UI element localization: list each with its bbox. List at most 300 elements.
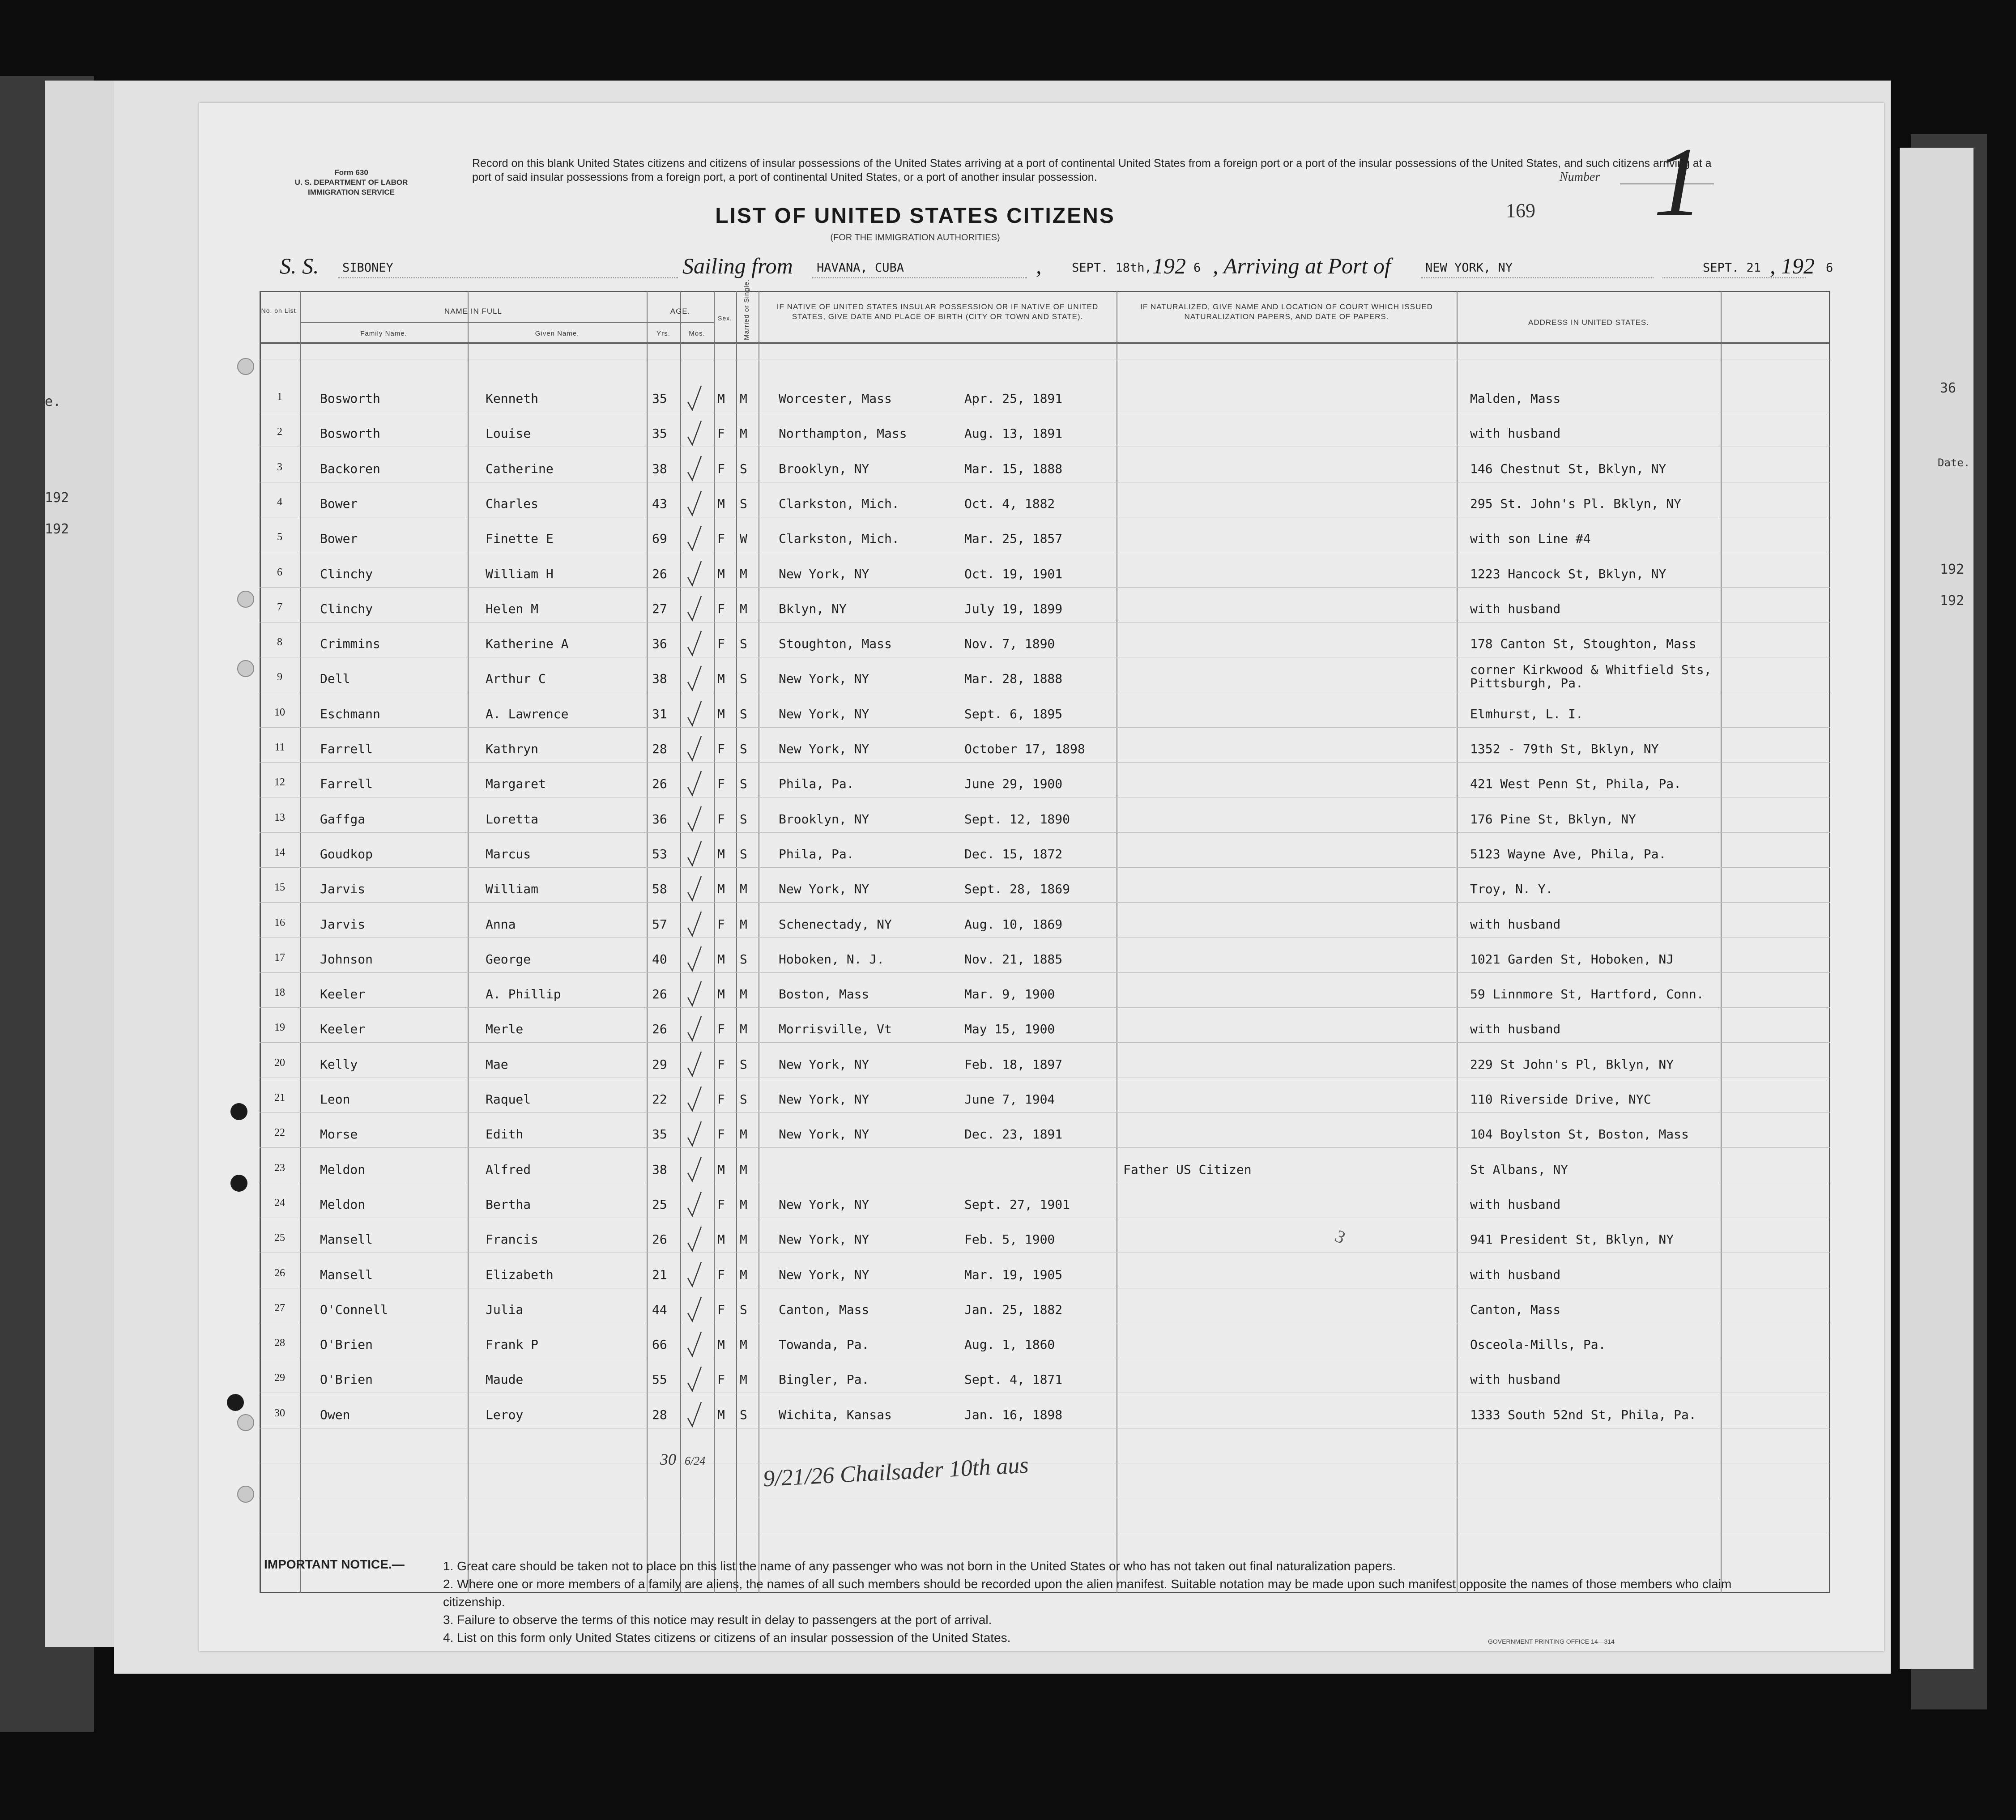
header-age: AGE. — [670, 307, 690, 315]
cell-date: June 29, 1900 — [964, 776, 1063, 791]
cell-no: 16 — [274, 917, 285, 929]
cell-no: 28 — [274, 1337, 285, 1349]
cell-family: Farrell — [320, 776, 373, 791]
row-rule — [260, 902, 1830, 903]
cell-sex: M — [717, 1232, 725, 1247]
cell-place: New York, NY — [779, 1232, 869, 1247]
departure-date: SEPT. 18th, — [1072, 261, 1152, 275]
cell-date: Sept. 4, 1871 — [964, 1372, 1063, 1387]
checkmark-icon — [687, 1331, 702, 1358]
cell-given: Edith — [486, 1127, 524, 1142]
notice-item-4: 4. List on this form only United States citizens or citizens of an insular possession of the United States. — [443, 1631, 1011, 1645]
cell-sex: M — [717, 847, 725, 861]
checkmark-icon — [687, 770, 702, 797]
cell-address: 5123 Wayne Ave, Phila, Pa. — [1470, 847, 1667, 861]
cell-family: Jarvis — [320, 882, 366, 896]
cell-given: Charles — [486, 496, 539, 511]
cell-family: Keeler — [320, 1022, 366, 1036]
punch-hole — [230, 1103, 247, 1120]
cell-date: Nov. 21, 1885 — [964, 952, 1063, 967]
cell-sex: M — [717, 391, 725, 406]
checkmark-icon — [687, 1401, 702, 1428]
cell-no: 24 — [274, 1197, 285, 1209]
adjacent-page-left — [45, 81, 121, 1647]
cell-ms: M — [740, 1197, 747, 1212]
cell-no: 6 — [277, 567, 282, 578]
cell-date: Sept. 27, 1901 — [964, 1197, 1070, 1212]
cell-address: 1021 Garden St, Hoboken, NJ — [1470, 952, 1674, 967]
page-number: 169 — [1506, 200, 1535, 222]
checkmark-icon — [687, 911, 702, 938]
row-rule — [260, 1147, 1830, 1148]
inspector-signoff: 9/21/26 Chailsader 10th aus — [762, 1452, 1029, 1492]
cell-sex: M — [717, 496, 725, 511]
cell-date: June 7, 1904 — [964, 1092, 1055, 1107]
checkmark-icon — [687, 665, 702, 692]
cell-place: Hoboken, N. J. — [779, 952, 885, 967]
cell-no: 7 — [277, 601, 282, 613]
cell-family: Backoren — [320, 461, 380, 476]
cell-age: 28 — [652, 1407, 667, 1422]
notice-item-3: 3. Failure to observe the terms of this notice may result in delay to passengers at the port of arrival. — [443, 1613, 992, 1627]
cell-address: with son Line #4 — [1470, 531, 1591, 546]
cell-given: A. Lawrence — [486, 707, 569, 721]
left-scrap-year-1: 192 — [45, 490, 69, 506]
checkmark-icon — [687, 875, 702, 902]
cell-no: 4 — [277, 496, 282, 508]
manifest-table — [260, 291, 1830, 1593]
cell-date: October 17, 1898 — [964, 742, 1085, 756]
row-rule — [260, 972, 1830, 973]
checkmark-icon — [687, 1051, 702, 1078]
cell-address: 229 St John's Pl, Bklyn, NY — [1470, 1057, 1674, 1072]
cell-address: 1333 South 52nd St, Phila, Pa. — [1470, 1407, 1696, 1422]
cell-ms: M — [740, 917, 747, 932]
left-scrap-year-2: 192 — [45, 521, 69, 537]
cell-place: Worcester, Mass — [779, 391, 892, 406]
cell-date: Mar. 9, 1900 — [964, 987, 1055, 1002]
cell-family: Gaffga — [320, 812, 366, 827]
cell-ms: M — [740, 426, 747, 441]
cell-no: 8 — [277, 636, 282, 648]
header-naturalized: IF NATURALIZED, GIVE NAME AND LOCATION OF COURT WHICH ISSUED NATURALIZATION PAPERS, AND DATE OF PAPERS. — [1140, 303, 1433, 321]
page-title: LIST OF UNITED STATES CITIZENS — [715, 204, 1115, 228]
service-name: IMMIGRATION SERVICE — [308, 188, 395, 196]
cell-date: Sept. 12, 1890 — [964, 812, 1070, 827]
cell-family: Clinchy — [320, 601, 373, 616]
checkmark-icon — [687, 1366, 702, 1393]
cell-place: New York, NY — [779, 567, 869, 581]
cell-given: Arthur C — [486, 671, 546, 686]
cell-sex: M — [717, 1337, 725, 1352]
right-scrap-number: 36 — [1940, 380, 1956, 396]
checkmark-icon — [687, 980, 702, 1007]
cell-age: 38 — [652, 1162, 667, 1177]
cell-family: Jarvis — [320, 917, 366, 932]
row-rule — [260, 762, 1830, 763]
cell-sex: F — [717, 917, 725, 932]
cell-date: Aug. 13, 1891 — [964, 426, 1063, 441]
cell-ms: M — [740, 391, 747, 406]
sailing-label: Sailing from — [682, 253, 793, 278]
cell-ms: M — [740, 1372, 747, 1387]
cell-place: Clarkston, Mich. — [779, 531, 899, 546]
notice-item-2: 2. Where one or more members of a family are aliens, the names of all such members should be recorded upon the alien manifest. Suitable notation may be made upon such manifest opposite the names of those members who claim citizenship. — [443, 1577, 1732, 1609]
punch-hole — [237, 1414, 254, 1431]
checkmark-icon — [687, 420, 702, 447]
cell-sex: M — [717, 707, 725, 721]
cell-age: 35 — [652, 426, 667, 441]
cell-place: New York, NY — [779, 882, 869, 896]
row-rule — [260, 867, 1830, 868]
cell-age: 38 — [652, 671, 667, 686]
cell-family: Morse — [320, 1127, 358, 1142]
checkmark-icon — [687, 1015, 702, 1042]
total-count: 30 — [660, 1450, 676, 1468]
cell-address: 1223 Hancock St, Bklyn, NY — [1470, 567, 1667, 581]
cell-place: Boston, Mass — [779, 987, 869, 1002]
cell-no: 17 — [274, 952, 285, 963]
cell-age: 22 — [652, 1092, 667, 1107]
cell-given: Louise — [486, 426, 531, 441]
header-family-name: Family Name. — [360, 330, 407, 337]
cell-address: 146 Chestnut St, Bklyn, NY — [1470, 461, 1667, 476]
cell-family: Farrell — [320, 742, 373, 756]
cell-address: 59 Linnmore St, Hartford, Conn. — [1470, 987, 1704, 1002]
header-birth: IF NATIVE OF UNITED STATES INSULAR POSSESSION OR IF NATIVE OF UNITED STATES, GIVE DATE AND PLACE OF BIRTH (CITY OR TOWN AND STATE). — [776, 303, 1099, 321]
cell-age: 27 — [652, 601, 667, 616]
cell-place: New York, NY — [779, 1197, 869, 1212]
header-name-in-full: NAME IN FULL — [444, 307, 503, 315]
cell-sex: F — [717, 461, 725, 476]
cell-no: 13 — [274, 812, 285, 823]
right-scrap-year-2: 192 — [1940, 593, 1965, 609]
header-given-name: Given Name. — [535, 330, 580, 337]
cell-ms: S — [740, 1092, 747, 1107]
cell-family: Meldon — [320, 1162, 366, 1177]
cell-date: July 19, 1899 — [964, 601, 1063, 616]
cell-address: with husband — [1470, 601, 1561, 616]
cell-family: Crimmins — [320, 636, 380, 651]
punch-hole — [237, 591, 254, 608]
cell-age: 66 — [652, 1337, 667, 1352]
cell-date: Dec. 15, 1872 — [964, 847, 1063, 861]
cell-no: 1 — [277, 391, 282, 403]
arrival-port: NEW YORK, NY — [1425, 261, 1513, 275]
cell-given: William H — [486, 567, 554, 581]
cell-ms: M — [740, 1337, 747, 1352]
cell-no: 9 — [277, 671, 282, 683]
cell-given: Margaret — [486, 776, 546, 791]
cell-place: New York, NY — [779, 671, 869, 686]
checkmark-icon — [687, 455, 702, 482]
cell-place: Brooklyn, NY — [779, 812, 869, 827]
cell-sex: F — [717, 1267, 725, 1282]
form-identification — [257, 168, 445, 197]
cell-given: Catherine — [486, 461, 554, 476]
cell-age: 69 — [652, 531, 667, 546]
cell-age: 25 — [652, 1197, 667, 1212]
cell-given: Kenneth — [486, 391, 539, 406]
cell-date: Jan. 25, 1882 — [964, 1302, 1063, 1317]
header-months: Mos. — [689, 330, 705, 337]
cell-date: Feb. 18, 1897 — [964, 1057, 1063, 1072]
ss-label: S. S. — [280, 253, 319, 278]
cell-age: 26 — [652, 987, 667, 1002]
cell-age: 58 — [652, 882, 667, 896]
cell-ms: S — [740, 847, 747, 861]
cell-given: Maude — [486, 1372, 524, 1387]
cell-place: Clarkston, Mich. — [779, 496, 899, 511]
cell-sex: F — [717, 742, 725, 756]
checkmark-icon — [687, 560, 702, 587]
cell-age: 28 — [652, 742, 667, 756]
cell-given: Kathryn — [486, 742, 539, 756]
punch-hole — [237, 358, 254, 375]
cell-date: Oct. 19, 1901 — [964, 567, 1063, 581]
cell-given: A. Phillip — [486, 987, 561, 1002]
cell-place: Stoughton, Mass — [779, 636, 892, 651]
cell-sex: M — [717, 567, 725, 581]
cell-given: Loretta — [486, 812, 539, 827]
cell-sex: M — [717, 1407, 725, 1422]
cell-age: 44 — [652, 1302, 667, 1317]
checkmark-icon — [687, 490, 702, 517]
checkmark-icon — [687, 630, 702, 657]
cell-address: corner Kirkwood & Whitfield Sts, Pittsburgh, Pa. — [1470, 662, 1712, 690]
adjacent-page-right — [1900, 148, 1973, 1669]
number-label: Number — [1560, 170, 1600, 184]
row-rule — [260, 1042, 1830, 1043]
cell-given: George — [486, 952, 531, 967]
cell-family: Keeler — [320, 987, 366, 1002]
cell-age: 26 — [652, 1022, 667, 1036]
cell-ms: S — [740, 707, 747, 721]
cell-given: Marcus — [486, 847, 531, 861]
cell-no: 23 — [274, 1162, 285, 1174]
cell-family: Dell — [320, 671, 350, 686]
row-rule — [260, 587, 1830, 588]
cell-given: Mae — [486, 1057, 508, 1072]
cell-ms: S — [740, 776, 747, 791]
manifest-sheet: Form 630 U. S. DEPARTMENT OF LABOR IMMIGRATION SERVICE Record on this blank United States citizens and citizens of insular possessions of the United States arriving at a port of continental United States from a foreign port or a port of the insular possessions of the United States, and such citizens arriving at a port of said insular possessions from a foreign port, a port of continental United States, or a port of another insular possession. LIST OF UNITED STATES CITIZENS (FOR THE IMMIGRATION AUTHORITIES) Number 1 169 S. S. SIBONEY Sailing from HAVANA, CUBA , SEPT. 18th, 192 6 , Arriving at Port of NEW YORK, NY SEPT. 21 , 192 6 No. on List. NAME IN FULL Family Name. Given Name. AGE. Yrs. Mos. Sex. Married or Single. IF NATIVE OF UNITED STATES INSULAR POSSESSION OR IF NATIVE OF UNITED STATES, GIVE DATE AND PLACE OF BIRTH (CITY OR TOWN AND STATE). IF NATURALIZED, GIVE NAME AND LOCATION OF COURT WHICH ISSUED NATURALIZATION PAPERS, AND DATE OF PAPERS. ADDRESS IN UNITED STATES. 1 Bosworth Kenneth 35 M M Worcester, Mass Apr. 25, 1891 Malden, Mass 2 Bosworth Louise 35 F M Northampton, Mass Aug. 13, 1891 with husband 3 Backoren Catherine 38 F S Brooklyn, NY Mar. 15, 1888 146 Chestnut St, Bklyn, NY 4 Bower Charles 43 M S Clarkston, Mich. Oct. 4, 1882 295 St. John's Pl. Bklyn, NY 5 Bower Finette E 69 F W Clarkston, Mich. Mar. 25, 1857 with son Line #4 6 Clinchy William H 26 M M New York, NY Oct. 19, 1901 1223 Hancock St, Bklyn, NY 7 Clinchy Helen M 27 F M Bklyn, NY July 19, 1899 with husband 8 Crimmins Katherine A 36 F S Stoughton, Mass Nov. 7, 1890 178 Canton St, Stoughton, Mass 9 Dell Arthur C 38 M S New York, NY Mar. 28, 1888 corner Kirkwood & Whitfield Sts, Pittsburgh, Pa. 10 Eschmann A. Lawrence 31 M S New York, NY Sept. 6, 1895 Elmhurst, L. I. 11 Farrell Kathryn 28 F S New York, NY October 17, 1898 1352 - 79th St, Bklyn, NY 12 Farrell Margaret 26 F S Phila, Pa. June 29, 1900 421 West Penn St, Phila, Pa. 13 Gaffga Loretta 36 F S Brooklyn, NY Sept. 12, 1890 176 Pine St, Bklyn, NY 14 Goudkop Marcus 53 M S Phila, Pa. Dec. 15, 1872 5123 Wayne Ave, Phila, Pa. 15 Jarvis William 58 M M New York, NY Sept. 28, 1869 Troy, N. Y. 16 Jarvis Anna 57 F M Schenectady, NY Aug. 10, 1869 with husband 17 Johnson George 40 M S Hoboken, N. J. Nov. 21, 1885 1021 Garden St, Hoboken, NJ 18 Keeler A. Phillip 26 M M Boston, Mass Mar. 9, 1900 59 Linnmore St, Hartford, Conn. 19 Keeler Merle 26 F M Morrisville, Vt May 15, 1900 with husband 20 Kelly Mae 29 F S New York, NY Feb. 18, 1897 229 St John's Pl, Bklyn, NY 21 Leon Raquel 22 F S New York, NY June 7, 1904 110 Riverside Drive, NYC 22 Morse Edith 35 F M New York, NY Dec. 23, 1891 104 Boylston St, Boston, Mass 23 Meldon Alfred 38 M M Father US Citizen St Albans, NY 24 Meldon Bertha 25 F M New York, NY Sept. 27, 1901 with husband 25 Mansell Francis 26 M M New York, NY Feb. 5, 1900 941 President St, Bklyn, NY 26 Mansell Elizabeth 21 F M New York, NY Mar. 19, 1905 with husband 27 O'Connell Julia 44 F S Canton, Mass Jan. 25, 1882 Canton, Mass 28 O'Brien Frank P 66 M M Towanda, Pa. Aug. 1, 1860 Osceola-Mills, Pa. 29 O'Brien Maude 55 F M Bingler, Pa. Sept. 4, 1871 with husband 30 Owen Leroy 28 M S Wichita, Kansas Jan. 16, 1898 1333 South 52nd St, Phila, Pa. 30 6/24 9/21/26 Chailsader 10th aus 3 IMPORTANT NOTICE.— 1. Great care should be taken not to place on this list the name of any passenger who was not born in the United States or who has not taken out final naturalization papers. 2. Where one or more members of a family are aliens, the names of all such members should be recorded upon the alien manifest. Suitable notation may be made upon such manifest opposite the names of those members who claim citizenship. 3. Failure to observe the terms of this notice may result in delay to passengers at the port of arrival. 4. List on this form only United States citizens or citizens of an insular possession of the United States. GOVERNMENT PRINTING OFFICE 14—314 — [199, 103, 1884, 1651]
cell-place: Phila, Pa. — [779, 776, 854, 791]
voyage-line: S. S. SIBONEY Sailing from HAVANA, CUBA , SEPT. 18th, 192 6 , Arriving at Port of NEW YORK, NY SEPT. 21 , 192 6 — [280, 253, 1833, 278]
checkmark-icon — [687, 735, 702, 762]
cell-place: Phila, Pa. — [779, 847, 854, 861]
cell-no: 10 — [274, 707, 285, 718]
cell-given: Raquel — [486, 1092, 531, 1107]
list-number: 1 — [1654, 127, 1703, 236]
cell-family: Bosworth — [320, 391, 380, 406]
checkmark-icon — [687, 385, 702, 412]
cell-ms: M — [740, 601, 747, 616]
cell-address: 110 Riverside Drive, NYC — [1470, 1092, 1651, 1107]
cell-no: 12 — [274, 776, 285, 788]
cell-date: Mar. 19, 1905 — [964, 1267, 1063, 1282]
cell-ms: S — [740, 671, 747, 686]
cell-address: Osceola-Mills, Pa. — [1470, 1337, 1606, 1352]
cell-date: Mar. 15, 1888 — [964, 461, 1063, 476]
departure-year-prefix: 192 — [1152, 253, 1186, 278]
cell-place: New York, NY — [779, 1267, 869, 1282]
cell-date: Dec. 23, 1891 — [964, 1127, 1063, 1142]
cell-age: 35 — [652, 391, 667, 406]
cell-ms: S — [740, 636, 747, 651]
cell-no: 11 — [274, 742, 285, 753]
cell-age: 26 — [652, 567, 667, 581]
cell-ms: S — [740, 1302, 747, 1317]
cell-ms: S — [740, 1407, 747, 1422]
cell-date: Aug. 10, 1869 — [964, 917, 1063, 932]
cell-ms: M — [740, 1127, 747, 1142]
cell-ms: M — [740, 1022, 747, 1036]
cell-no: 20 — [274, 1057, 285, 1069]
cell-ms: M — [740, 1267, 747, 1282]
cell-given: Alfred — [486, 1162, 531, 1177]
cell-age: 57 — [652, 917, 667, 932]
cell-date: Jan. 16, 1898 — [964, 1407, 1063, 1422]
row-rule — [260, 1007, 1830, 1008]
punch-hole — [227, 1394, 244, 1411]
cell-no: 27 — [274, 1302, 285, 1314]
cell-date: Sept. 28, 1869 — [964, 882, 1070, 896]
department-name: U. S. DEPARTMENT OF LABOR — [294, 178, 408, 187]
cell-family: Clinchy — [320, 567, 373, 581]
cell-ms: S — [740, 496, 747, 511]
ship-name: SIBONEY — [342, 261, 393, 275]
cell-family: Bower — [320, 531, 358, 546]
cell-place: Towanda, Pa. — [779, 1337, 869, 1352]
header-married-single: Married or Single. — [743, 279, 750, 340]
cell-sex: F — [717, 1127, 725, 1142]
arriving-label: , Arriving at Port of — [1213, 253, 1391, 278]
cell-given: Elizabeth — [486, 1267, 554, 1282]
form-number: Form 630 — [334, 168, 368, 177]
cell-date: Mar. 25, 1857 — [964, 531, 1063, 546]
page-subtitle: (FOR THE IMMIGRATION AUTHORITIES) — [830, 233, 1000, 243]
arrival-date: SEPT. 21 — [1703, 261, 1761, 275]
cell-given: Merle — [486, 1022, 524, 1036]
cell-address: 1352 - 79th St, Bklyn, NY — [1470, 742, 1659, 756]
cell-address: 421 West Penn St, Phila, Pa. — [1470, 776, 1682, 791]
checkmark-icon — [687, 806, 702, 832]
cell-no: 22 — [274, 1127, 285, 1138]
cell-place: Bklyn, NY — [779, 601, 847, 616]
cell-address: 295 St. John's Pl. Bklyn, NY — [1470, 496, 1682, 511]
cell-sex: M — [717, 987, 725, 1002]
cell-family: Mansell — [320, 1267, 373, 1282]
cell-ms: M — [740, 567, 747, 581]
cell-address: 104 Boylston St, Boston, Mass — [1470, 1127, 1689, 1142]
cell-date: Nov. 7, 1890 — [964, 636, 1055, 651]
cell-given: William — [486, 882, 539, 896]
cell-sex: F — [717, 1302, 725, 1317]
cell-family: Kelly — [320, 1057, 358, 1072]
record-instructions: Record on this blank United States citizens and citizens of insular possessions of the United States arriving at a port of continental United States from a foreign port or a port of the insular possessions of the United States, and such citizens arriving at a port of said insular possessions from a foreign port, a port of continental United States, or a port of another insular possession. — [472, 157, 1712, 183]
notice-label: IMPORTANT NOTICE.— — [264, 1557, 405, 1571]
cell-address: with husband — [1470, 1372, 1561, 1387]
checkmark-icon — [687, 840, 702, 867]
cell-family: O'Brien — [320, 1337, 373, 1352]
cell-age: 36 — [652, 636, 667, 651]
punch-hole — [237, 660, 254, 677]
cell-given: Francis — [486, 1232, 539, 1247]
checkmark-icon — [687, 1086, 702, 1112]
cell-place: New York, NY — [779, 1057, 869, 1072]
cell-sex: F — [717, 1092, 725, 1107]
cell-age: 40 — [652, 952, 667, 967]
cell-address: 178 Canton St, Stoughton, Mass — [1470, 636, 1696, 651]
cell-ms: M — [740, 882, 747, 896]
cell-given: Helen M — [486, 601, 539, 616]
checkmark-icon — [687, 1156, 702, 1183]
cell-address: Malden, Mass — [1470, 391, 1561, 406]
departure-port: HAVANA, CUBA — [817, 261, 904, 275]
checkmark-icon — [687, 1121, 702, 1147]
cell-sex: F — [717, 776, 725, 791]
cell-given: Frank P — [486, 1337, 539, 1352]
cell-no: 5 — [277, 531, 282, 543]
cell-sex: M — [717, 952, 725, 967]
cell-given: Julia — [486, 1302, 524, 1317]
cell-family: Leon — [320, 1092, 350, 1107]
cell-ms: W — [740, 531, 747, 546]
cell-place: New York, NY — [779, 742, 869, 756]
cell-sex: F — [717, 1057, 725, 1072]
cell-sex: F — [717, 1197, 725, 1212]
cell-age: 31 — [652, 707, 667, 721]
cell-date: Oct. 4, 1882 — [964, 496, 1055, 511]
cell-address: with husband — [1470, 1267, 1561, 1282]
cell-age: 29 — [652, 1057, 667, 1072]
cell-family: Bower — [320, 496, 358, 511]
header-sex: Sex. — [717, 315, 732, 322]
right-scrap-year-1: 192 — [1940, 562, 1965, 577]
row-rule — [260, 727, 1830, 728]
cell-place: Morrisville, Vt — [779, 1022, 892, 1036]
cell-age: 38 — [652, 461, 667, 476]
cell-place: Schenectady, NY — [779, 917, 892, 932]
cell-sex: M — [717, 671, 725, 686]
cell-family: Mansell — [320, 1232, 373, 1247]
cell-family: Meldon — [320, 1197, 366, 1212]
header-address: ADDRESS IN UNITED STATES. — [1528, 318, 1649, 327]
cell-age: 26 — [652, 776, 667, 791]
total-split: 6/24 — [685, 1454, 706, 1467]
arrival-year: 6 — [1826, 261, 1833, 275]
handwritten-total — [660, 1450, 705, 1469]
cell-age: 35 — [652, 1127, 667, 1142]
cell-address: Canton, Mass — [1470, 1302, 1561, 1317]
cell-given: Bertha — [486, 1197, 531, 1212]
cell-ms: S — [740, 952, 747, 967]
cell-date: Feb. 5, 1900 — [964, 1232, 1055, 1247]
cell-sex: F — [717, 812, 725, 827]
cell-sex: F — [717, 426, 725, 441]
cell-place: Northampton, Mass — [779, 426, 907, 441]
cell-sex: F — [717, 1022, 725, 1036]
checkmark-icon — [687, 946, 702, 972]
cell-age: 43 — [652, 496, 667, 511]
cell-date: Mar. 28, 1888 — [964, 671, 1063, 686]
checkmark-icon — [687, 1226, 702, 1253]
cell-ms: M — [740, 1162, 747, 1177]
checkmark-icon — [687, 1191, 702, 1218]
cell-age: 53 — [652, 847, 667, 861]
cell-no: 29 — [274, 1372, 285, 1384]
cell-ms: S — [740, 742, 747, 756]
